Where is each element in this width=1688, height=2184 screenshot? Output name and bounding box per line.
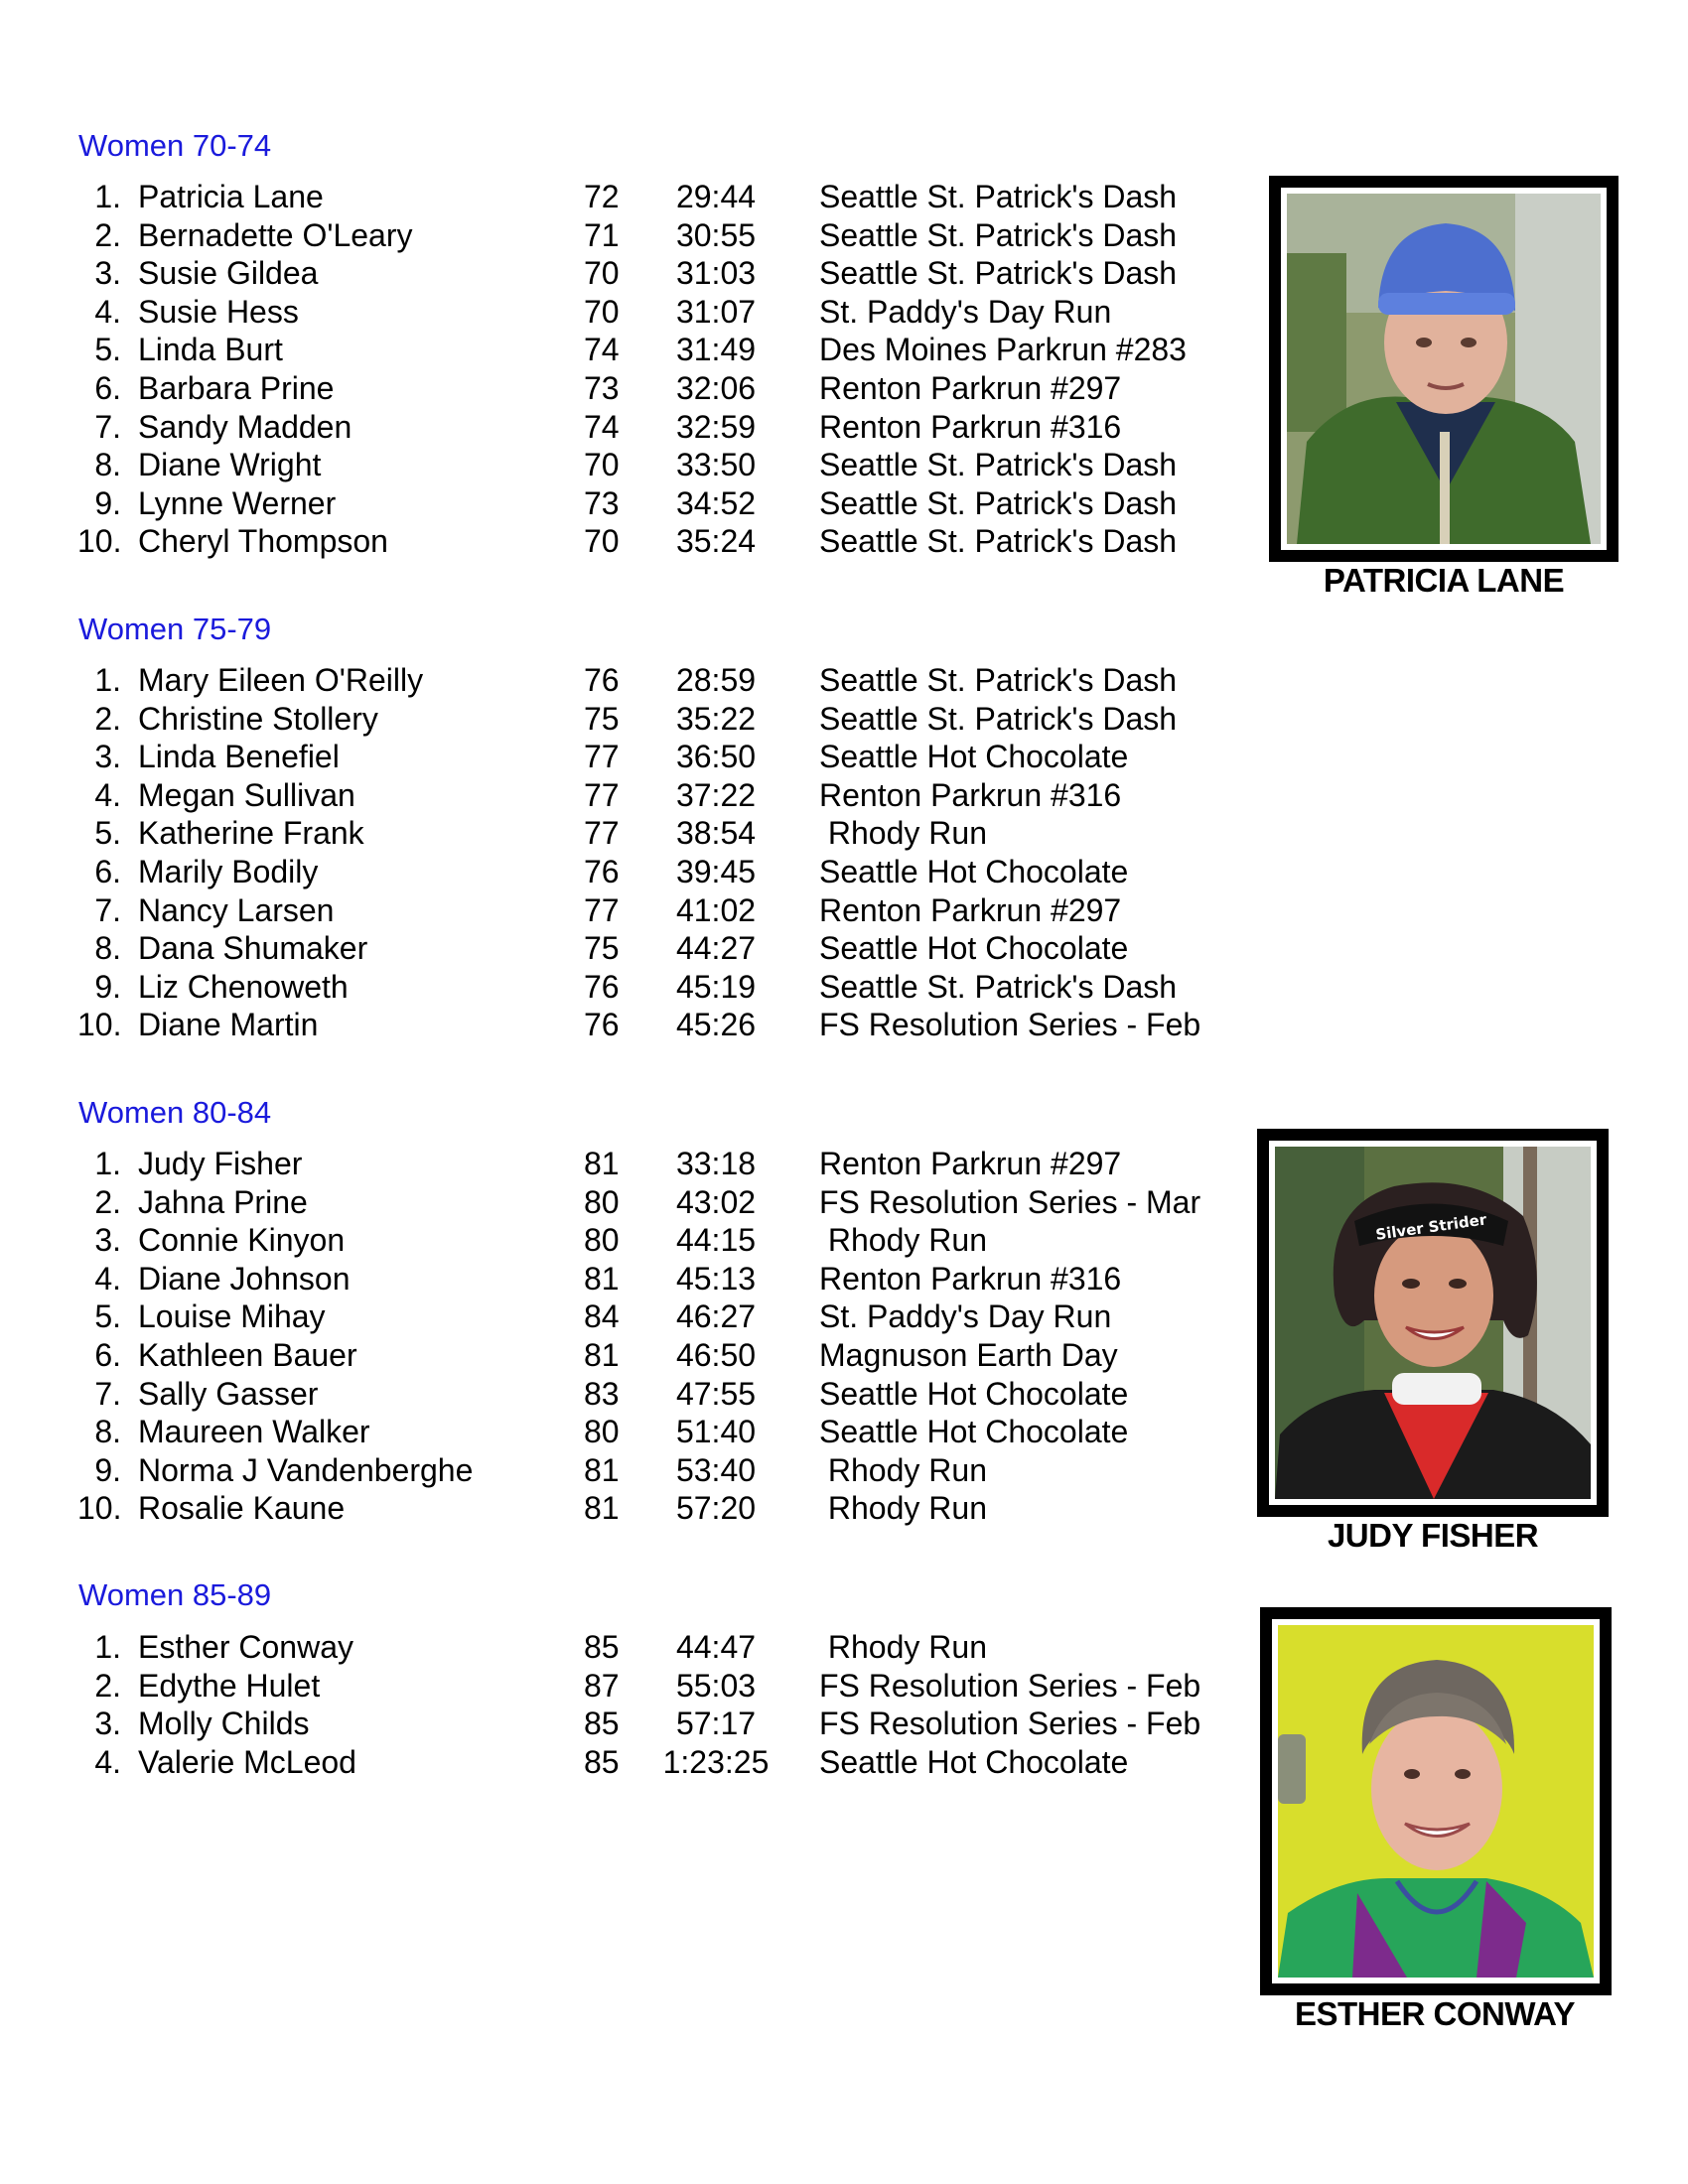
runner-age: 71 (584, 216, 620, 253)
rank-number: 3. (94, 1706, 121, 1742)
race-name: Rhody Run (819, 1451, 987, 1488)
result-row (0, 1260, 1231, 1297)
runner-age: 70 (584, 255, 620, 292)
result-row (0, 700, 1231, 738)
finish-time: 46:50 (675, 1337, 757, 1373)
race-name: Magnuson Earth Day (819, 1337, 1118, 1373)
rank-number: 2. (94, 1667, 121, 1704)
race-name: Seattle St. Patrick's Dash (819, 484, 1178, 521)
finish-time: 44:15 (675, 1222, 757, 1259)
race-name: Seattle Hot Chocolate (819, 739, 1129, 775)
rank-number: 2. (94, 1183, 121, 1220)
race-name: Seattle Hot Chocolate (819, 1414, 1129, 1450)
finish-time: 29:44 (675, 179, 757, 214)
runner-name: Linda Benefiel (138, 739, 340, 775)
runner-age: 85 (584, 1629, 620, 1665)
runner-age: 70 (584, 447, 620, 483)
runner-name: Megan Sullivan (138, 776, 355, 813)
rank-number: 8. (94, 1414, 121, 1450)
finish-time: 47:55 (675, 1375, 757, 1412)
race-name: Rhody Run (819, 1490, 987, 1527)
result-row (0, 1628, 1231, 1666)
race-name: FS Resolution Series - Feb (819, 1007, 1201, 1043)
runner-name: Diane Martin (138, 1007, 319, 1043)
finish-time: 43:02 (675, 1183, 757, 1220)
runner-age: 77 (584, 815, 620, 852)
race-name: Rhody Run (819, 1629, 987, 1665)
runner-name: Liz Chenoweth (138, 968, 349, 1005)
runner-name: Maureen Walker (138, 1414, 370, 1450)
finish-time: 34:52 (675, 484, 757, 521)
runner-age: 76 (584, 662, 620, 698)
runner-name: Susie Gildea (138, 255, 319, 292)
portrait-image (1287, 194, 1601, 544)
rank-number: 6. (94, 854, 121, 889)
finish-time: 31:49 (675, 332, 757, 368)
race-name: Seattle Hot Chocolate (819, 1375, 1129, 1412)
finish-time: 45:13 (675, 1260, 757, 1297)
runner-name: Dana Shumaker (138, 930, 368, 967)
result-row (0, 1451, 1231, 1489)
result-row (0, 661, 1231, 699)
race-name: Seattle St. Patrick's Dash (819, 523, 1178, 560)
runner-name: Diane Wright (138, 447, 322, 483)
photo-patricia-lane (1269, 176, 1618, 562)
rank-number: 5. (94, 815, 121, 852)
race-name: Renton Parkrun #297 (819, 370, 1122, 406)
rank-number: 3. (94, 255, 121, 292)
runner-age: 74 (584, 332, 620, 368)
race-name: Renton Parkrun #297 (819, 1146, 1122, 1181)
rank-number: 4. (94, 293, 121, 330)
runner-age: 80 (584, 1414, 620, 1450)
result-row (0, 178, 1231, 215)
rank-number: 9. (94, 1451, 121, 1488)
rank-number: 4. (94, 776, 121, 813)
runner-age: 75 (584, 930, 620, 967)
result-row (0, 446, 1231, 483)
rank-number: 7. (94, 408, 121, 445)
rank-number: 7. (94, 891, 121, 928)
runner-name: Nancy Larsen (138, 891, 335, 928)
runner-name: Valerie McLeod (138, 1743, 356, 1780)
runner-name: Marily Bodily (138, 854, 319, 889)
photo-caption: ESTHER CONWAY (1295, 1995, 1575, 2032)
group-heading: Women 70-74 (78, 128, 272, 163)
rank-number: 3. (94, 739, 121, 775)
result-row (0, 891, 1231, 929)
finish-time: 31:07 (675, 293, 757, 330)
rank-number: 6. (94, 370, 121, 406)
finish-time: 1:23:25 (662, 1743, 770, 1780)
race-name: Seattle St. Patrick's Dash (819, 179, 1178, 214)
runner-age: 77 (584, 776, 620, 813)
race-name: St. Paddy's Day Run (819, 1298, 1112, 1335)
group-heading: Women 80-84 (78, 1095, 272, 1130)
finish-time: 53:40 (675, 1451, 757, 1488)
race-name: Renton Parkrun #297 (819, 891, 1122, 928)
rank-number: 1. (94, 1629, 121, 1665)
finish-time: 44:47 (675, 1629, 757, 1665)
result-row (0, 331, 1231, 368)
result-row (0, 738, 1231, 775)
finish-time: 41:02 (675, 891, 757, 928)
runner-name: Rosalie Kaune (138, 1490, 346, 1527)
runner-name: Judy Fisher (138, 1146, 303, 1181)
runner-name: Lynne Werner (138, 484, 337, 521)
result-row (0, 968, 1231, 1006)
finish-time: 44:27 (675, 930, 757, 967)
race-name: Rhody Run (819, 1222, 987, 1259)
runner-name: Diane Johnson (138, 1260, 351, 1297)
runner-age: 85 (584, 1706, 620, 1742)
race-name: St. Paddy's Day Run (819, 293, 1112, 330)
finish-time: 32:59 (675, 408, 757, 445)
rank-number: 6. (94, 1337, 121, 1373)
runner-name: Norma J Vandenberghe (138, 1451, 474, 1488)
rank-number: 5. (94, 332, 121, 368)
runner-name: Jahna Prine (138, 1183, 308, 1220)
rank-number: 4. (94, 1260, 121, 1297)
rank-number: 10. (77, 523, 122, 560)
runner-age: 77 (584, 739, 620, 775)
result-row (0, 1006, 1231, 1043)
runner-name: Edythe Hulet (138, 1667, 321, 1704)
result-row (0, 1145, 1231, 1182)
runner-name: Cheryl Thompson (138, 523, 388, 560)
finish-time: 32:06 (675, 370, 757, 406)
result-row (0, 408, 1231, 446)
race-name: Seattle St. Patrick's Dash (819, 216, 1178, 253)
result-row (0, 814, 1231, 852)
runner-age: 74 (584, 408, 620, 445)
result-row (0, 776, 1231, 814)
photo-esther-conway (1260, 1607, 1612, 1995)
result-row (0, 484, 1231, 522)
finish-time: 37:22 (675, 776, 757, 813)
finish-time: 45:26 (675, 1007, 757, 1043)
finish-time: 30:55 (675, 216, 757, 253)
result-row (0, 853, 1231, 890)
rank-number: 10. (77, 1490, 122, 1527)
result-row (0, 254, 1231, 292)
finish-time: 33:18 (675, 1146, 757, 1181)
finish-time: 39:45 (675, 854, 757, 889)
runner-age: 77 (584, 891, 620, 928)
race-name: Seattle St. Patrick's Dash (819, 700, 1178, 737)
result-row (0, 1221, 1231, 1259)
rank-number: 9. (94, 968, 121, 1005)
visor-logo: Silver Strider (1374, 1210, 1488, 1244)
race-name: Seattle St. Patrick's Dash (819, 662, 1178, 698)
runner-name: Sally Gasser (138, 1375, 319, 1412)
runner-age: 73 (584, 484, 620, 521)
rank-number: 3. (94, 1222, 121, 1259)
group-heading: Women 85-89 (78, 1577, 272, 1612)
finish-time: 57:20 (675, 1490, 757, 1527)
result-row (0, 1413, 1231, 1450)
race-name: Seattle St. Patrick's Dash (819, 968, 1178, 1005)
runner-age: 81 (584, 1260, 620, 1297)
race-name: Seattle Hot Chocolate (819, 1743, 1129, 1780)
finish-time: 46:27 (675, 1298, 757, 1335)
runner-name: Molly Childs (138, 1706, 310, 1742)
finish-time: 35:24 (675, 523, 757, 560)
runner-age: 73 (584, 370, 620, 406)
rank-number: 2. (94, 700, 121, 737)
finish-time: 38:54 (675, 815, 757, 852)
result-row (0, 1705, 1231, 1742)
race-name: FS Resolution Series - Mar (819, 1183, 1201, 1220)
result-row (0, 216, 1231, 254)
result-row (0, 1183, 1231, 1221)
race-name: Seattle Hot Chocolate (819, 930, 1129, 967)
runner-age: 83 (584, 1375, 620, 1412)
rank-number: 10. (77, 1007, 122, 1043)
runner-name: Barbara Prine (138, 370, 335, 406)
runner-age: 81 (584, 1451, 620, 1488)
result-row (0, 1336, 1231, 1374)
runner-age: 81 (584, 1146, 620, 1181)
runner-name: Bernadette O'Leary (138, 216, 413, 253)
runner-age: 87 (584, 1667, 620, 1704)
runner-name: Patricia Lane (138, 179, 324, 214)
rank-number: 1. (94, 1146, 121, 1181)
runner-name: Linda Burt (138, 332, 283, 368)
runner-age: 76 (584, 1007, 620, 1043)
rank-number: 7. (94, 1375, 121, 1412)
runner-name: Esther Conway (138, 1629, 353, 1665)
result-row (0, 1489, 1231, 1527)
runner-age: 70 (584, 293, 620, 330)
race-name: FS Resolution Series - Feb (819, 1667, 1201, 1704)
runner-name: Mary Eileen O'Reilly (138, 662, 424, 698)
runner-name: Louise Mihay (138, 1298, 326, 1335)
race-name: Renton Parkrun #316 (819, 1260, 1122, 1297)
result-row (0, 1297, 1231, 1335)
group-heading: Women 75-79 (78, 612, 272, 646)
race-name: Rhody Run (819, 815, 987, 852)
race-name: Renton Parkrun #316 (819, 776, 1122, 813)
result-row (0, 522, 1231, 560)
rank-number: 1. (94, 179, 121, 214)
runner-name: Sandy Madden (138, 408, 352, 445)
finish-time: 36:50 (675, 739, 757, 775)
portrait-image (1275, 1147, 1591, 1499)
finish-time: 55:03 (675, 1667, 757, 1704)
runner-age: 81 (584, 1490, 620, 1527)
rank-number: 4. (94, 1743, 121, 1780)
race-name: Seattle St. Patrick's Dash (819, 255, 1178, 292)
finish-time: 31:03 (675, 255, 757, 292)
runner-age: 75 (584, 700, 620, 737)
race-name: FS Resolution Series - Feb (819, 1706, 1201, 1742)
rank-number: 5. (94, 1298, 121, 1335)
runner-name: Katherine Frank (138, 815, 364, 852)
result-row (0, 1743, 1231, 1781)
race-name: Seattle Hot Chocolate (819, 854, 1129, 889)
runner-name: Connie Kinyon (138, 1222, 346, 1259)
race-name: Des Moines Parkrun #283 (819, 332, 1187, 368)
finish-time: 51:40 (675, 1414, 757, 1450)
runner-age: 85 (584, 1743, 620, 1780)
result-row (0, 1667, 1231, 1705)
rank-number: 1. (94, 662, 121, 698)
rank-number: 2. (94, 216, 121, 253)
finish-time: 45:19 (675, 968, 757, 1005)
runner-age: 76 (584, 854, 620, 889)
result-row (0, 293, 1231, 331)
result-row (0, 1375, 1231, 1413)
photo-judy-fisher (1257, 1129, 1609, 1517)
runner-age: 76 (584, 968, 620, 1005)
race-name: Seattle St. Patrick's Dash (819, 447, 1178, 483)
finish-time: 33:50 (675, 447, 757, 483)
rank-number: 8. (94, 447, 121, 483)
photo-caption: JUDY FISHER (1327, 1517, 1539, 1554)
result-row (0, 369, 1231, 407)
runner-name: Kathleen Bauer (138, 1337, 357, 1373)
runner-age: 81 (584, 1337, 620, 1373)
portrait-image (1278, 1625, 1594, 1978)
runner-age: 80 (584, 1183, 620, 1220)
runner-age: 70 (584, 523, 620, 560)
runner-age: 84 (584, 1298, 620, 1335)
runner-age: 72 (584, 179, 620, 214)
runner-name: Susie Hess (138, 293, 299, 330)
rank-number: 9. (94, 484, 121, 521)
runner-name: Christine Stollery (138, 700, 378, 737)
finish-time: 57:17 (675, 1706, 757, 1742)
race-name: Renton Parkrun #316 (819, 408, 1122, 445)
result-row (0, 929, 1231, 967)
rank-number: 8. (94, 930, 121, 967)
runner-age: 80 (584, 1222, 620, 1259)
finish-time: 28:59 (675, 662, 757, 698)
photo-caption: PATRICIA LANE (1323, 562, 1565, 599)
finish-time: 35:22 (675, 700, 757, 737)
